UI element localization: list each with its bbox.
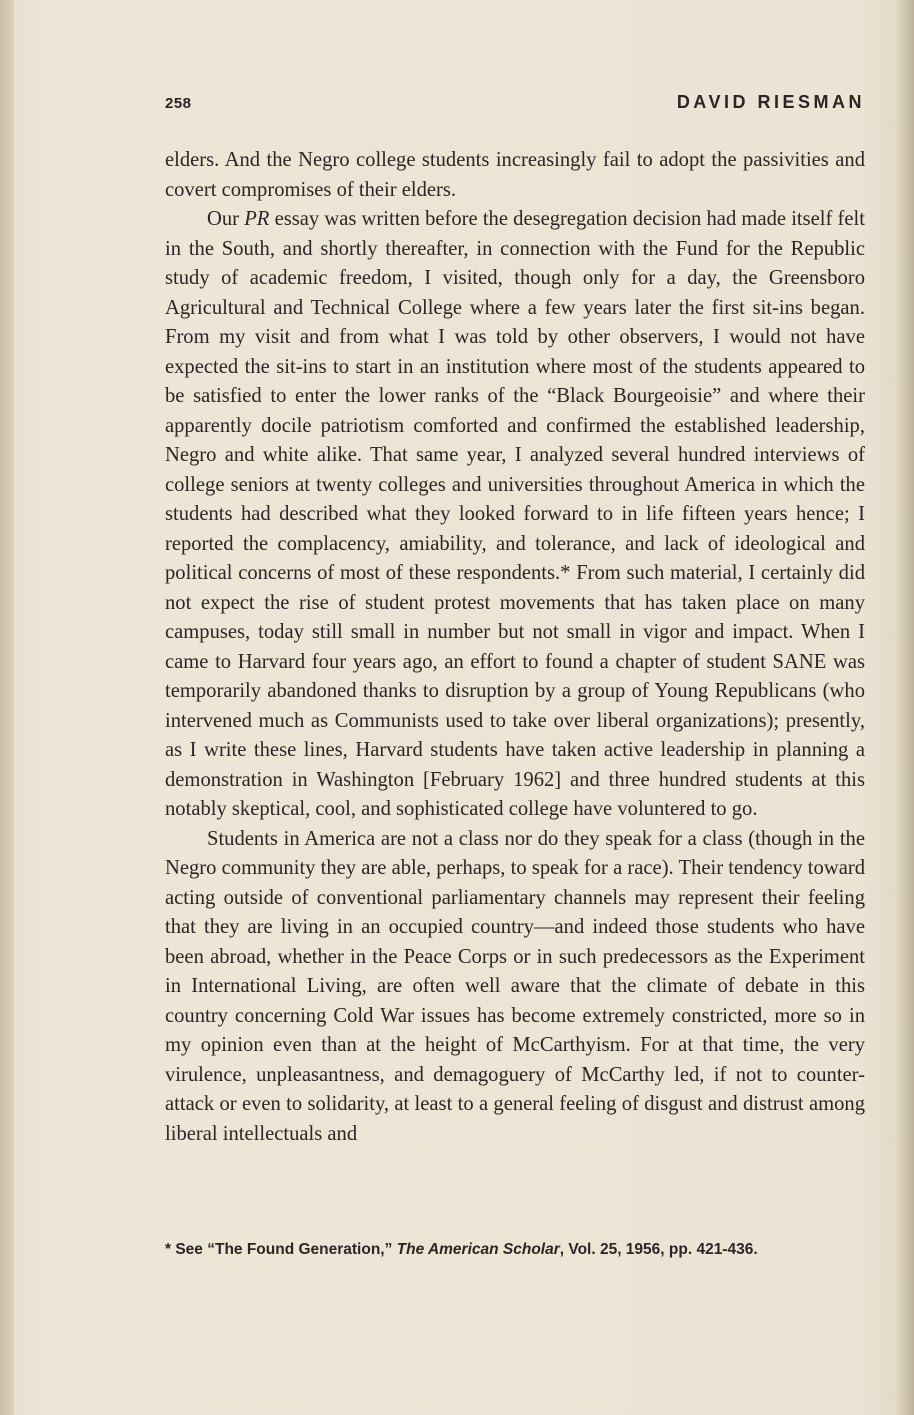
paragraph-2-lead: Our <box>207 208 245 230</box>
footnote-rest: , Vol. 25, 1956, pp. 421-436. <box>559 1241 758 1258</box>
footnote-title: The American Scholar <box>396 1241 560 1258</box>
paragraph-2-rest: essay was written before the desegregation decision had made itself felt in the South, and shortly thereafter, in connection with the Fund for the Republic study of academic freedom, I visited, though only for a day, the Greensboro Agricultural and Technical College where a few years later the first sit-ins began. From my visit and from what I was told by other observers, I would not have expected the sit-ins to start in an institution where most of the students appeared to be satisfied to enter the lower ranks of the “Black Bourgeoisie” and where their apparently docile patriotism comforted and confirmed the established leadership, Negro and white alike. That same year, I analyzed several hundred interviews of college seniors at twenty colleges and universities throughout America in which the students had described what they looked forward to in life fifteen years hence; I reported the complacency, amiability, and tolerance, and lack of ideological and political concerns of most of these respondents.* From such material, I certainly did not expect the rise of student protest movements that has taken place on many campuses, today still small in number but not small in vigor and impact. When I came to Harvard four years ago, an effort to found a chapter of student SANE was temporarily abandoned thanks to disruption by a group of Young Republicans (who intervened much as Communists used to take over liberal organizations); presently, as I write these lines, Harvard students have taken active leadership in planning a demonstration in Washington [February 1962] and three hundred students at this notably skeptical, cool, and sophisticated college have voluntered to go. <box>165 208 865 820</box>
body-text <box>165 146 865 1149</box>
page-binding-edge <box>0 0 14 1415</box>
page-number: 258 <box>165 95 192 112</box>
paragraph-3: Students in America are not a class nor do they speak for a class (though in the Negro community they are able, perhaps, to speak for a race). Their tendency toward acting outside of conventional parliamentary channels may represent their feeling that they are living in an occupied country—and indeed those students who have been abroad, whether in the Peace Corps or in such predecessors as the Experiment in International Living, are often well aware that the climate of debate in this country concerning Cold War issues has become extremely constricted, more so in my opinion even than at the height of McCarthyism. For at that time, the very virulence, unpleasantness, and demagoguery of McCarthy led, if not to counter-attack or even to solidarity, at least to a general feeling of disgust and distrust among liberal intellectuals and <box>165 827 865 1145</box>
running-head: DAVID RIESMAN <box>676 92 865 112</box>
paragraph-1: elders. And the Negro college students increasingly fail to adopt the passivities and covert compromises of their elders. <box>165 149 865 201</box>
paragraph-2-italic: PR <box>244 208 270 230</box>
footnote <box>165 1238 865 1262</box>
footnote-lead: * See “The Found Generation,” <box>165 1241 397 1258</box>
page-header <box>165 92 865 119</box>
paragraph-2 <box>165 205 865 825</box>
